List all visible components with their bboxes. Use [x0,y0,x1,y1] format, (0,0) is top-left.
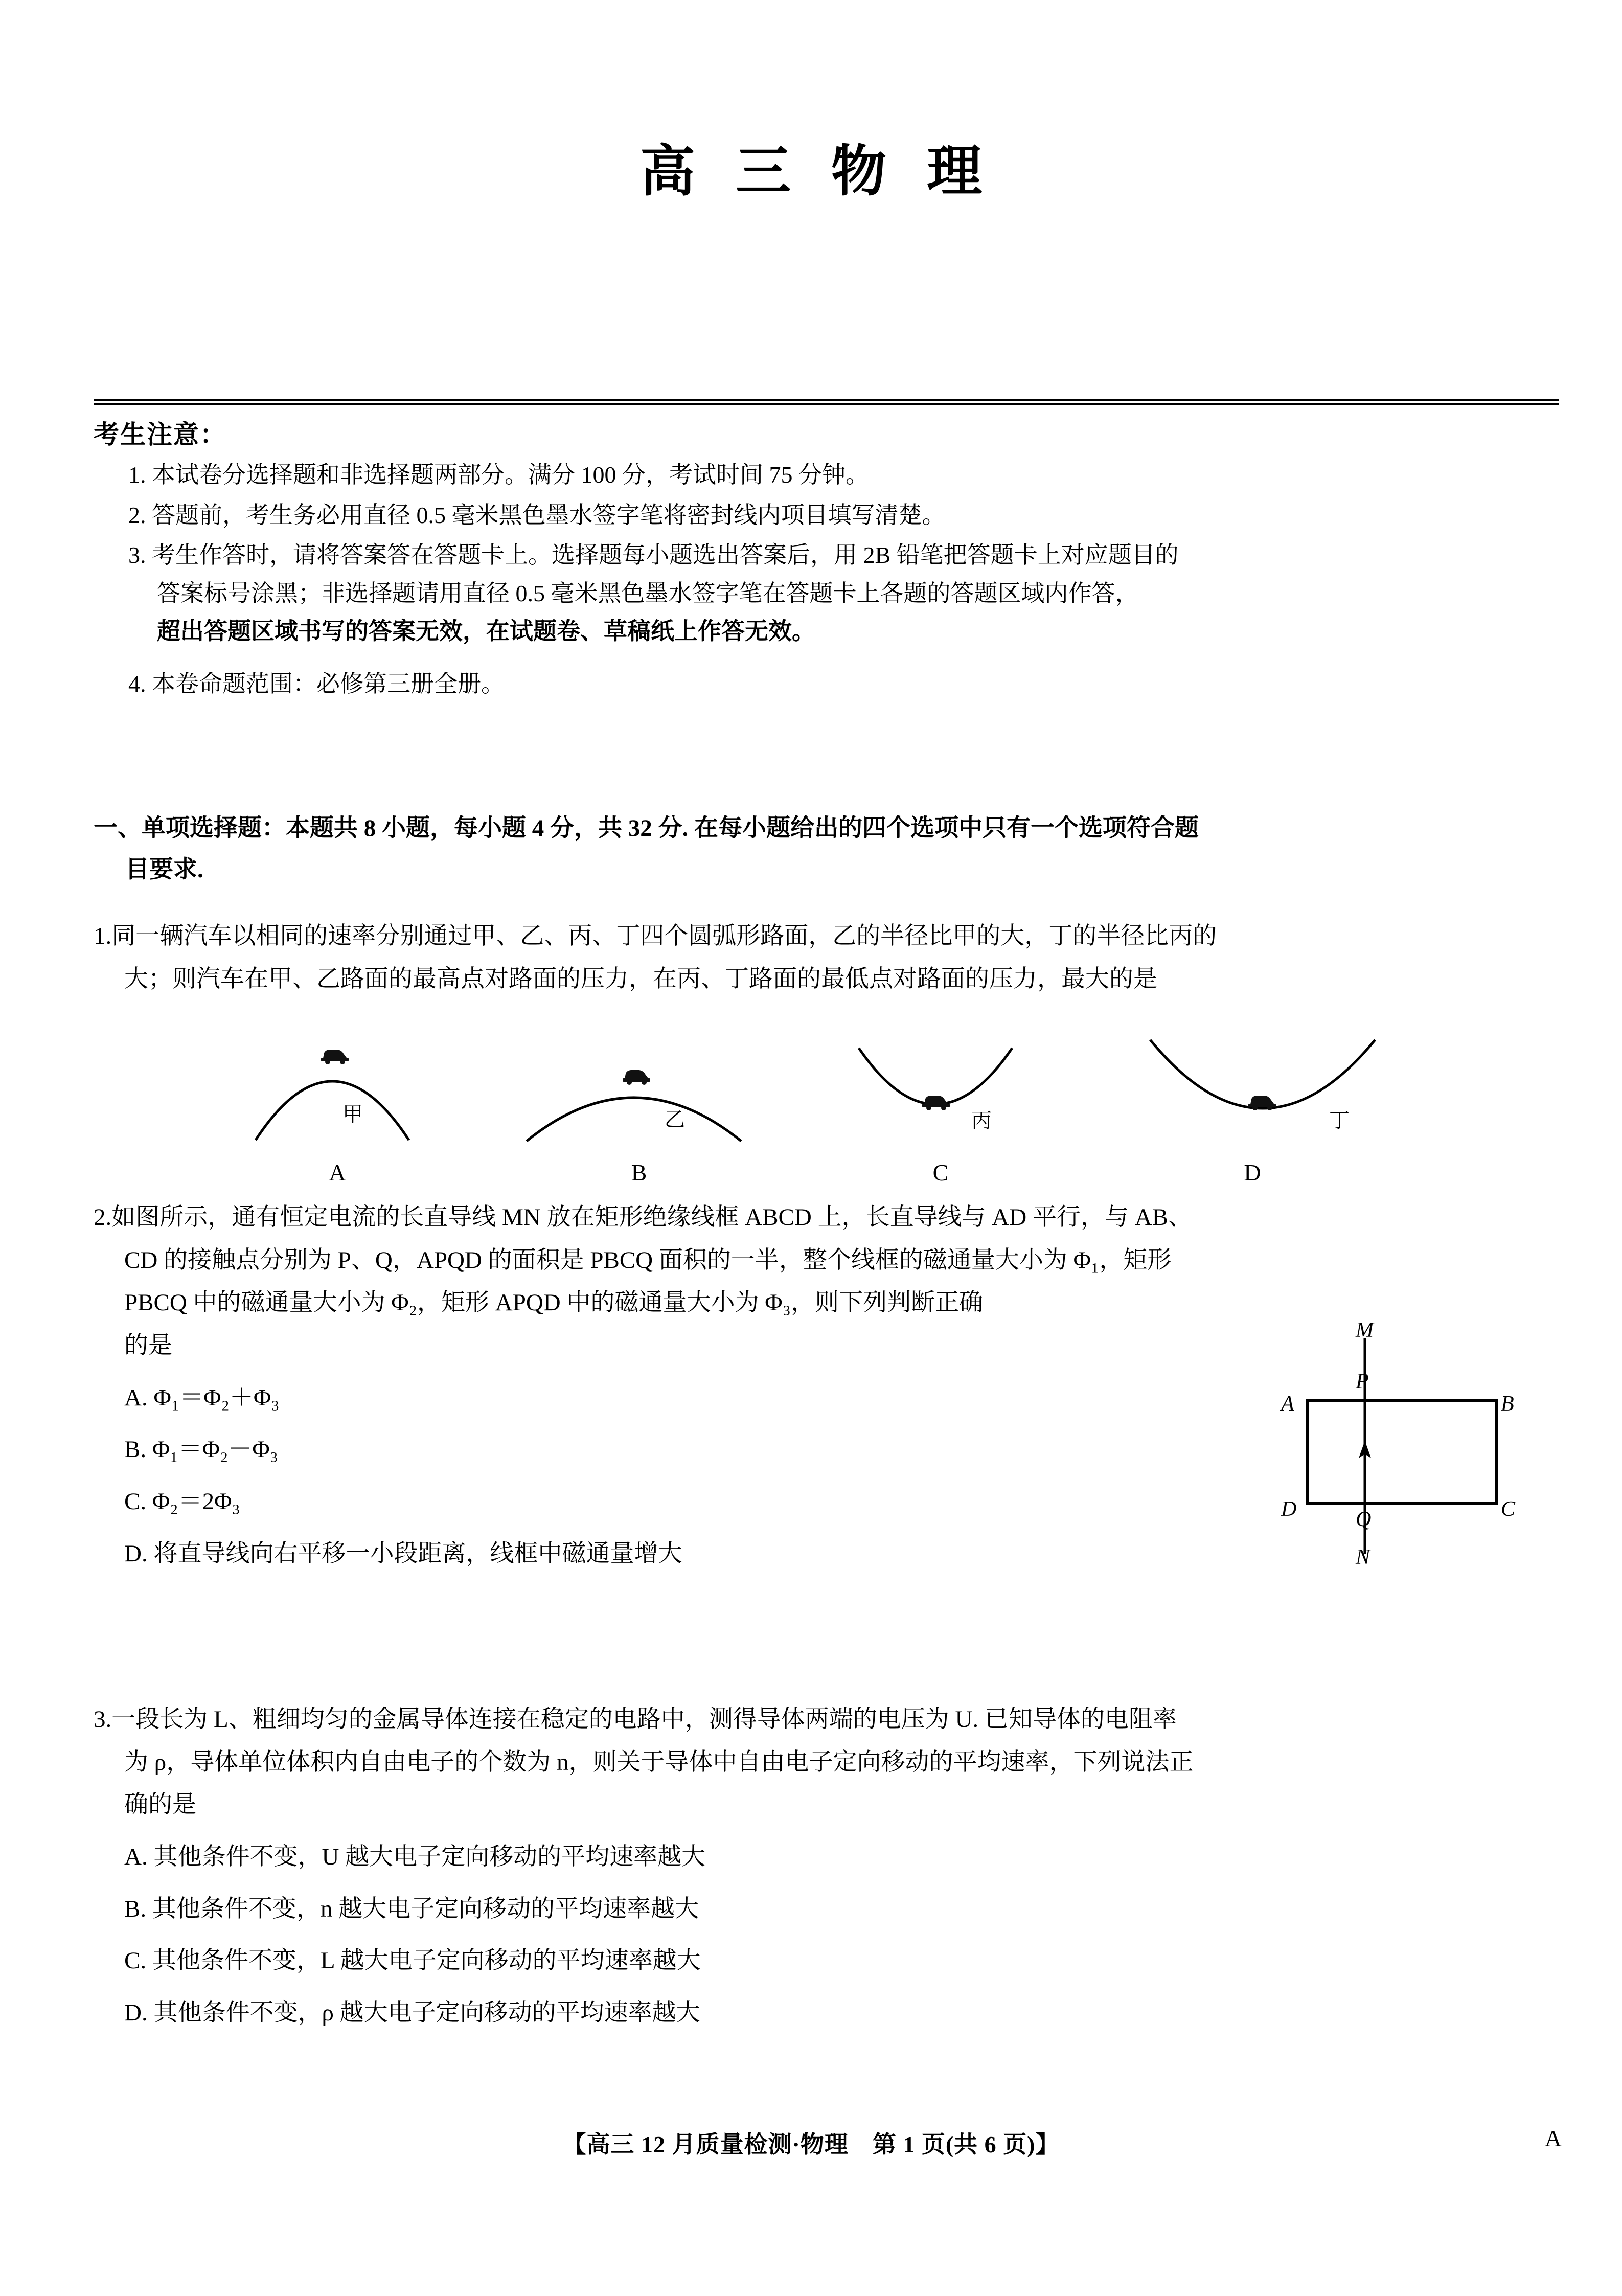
question-3 [94,1698,1566,2035]
question-3-text1: 一段长为 L、粗细均匀的金属导体连接在稳定的电路中，测得导体两端的电压为 U. 已知导体的电阻率 [111,1706,1177,1733]
figure-label-q: Q [1356,1508,1372,1531]
valley-narrow-diagram [797,1033,1084,1155]
figure-option-a-cn-label: 甲 [342,1103,363,1126]
figure-label-d: D [1281,1497,1297,1521]
figure-option-d [1109,1033,1436,1186]
figure-label-n: N [1356,1545,1370,1569]
question-2-line4: 的是 [124,1332,172,1359]
section-heading-single-choice [94,808,1566,891]
notice-item-4-text: 4. 本卷命题范围：必修第三册全册。 [128,670,505,697]
figure-option-c [797,1033,1084,1186]
question-2-figure [1268,1314,1585,1580]
question-2-option-d[interactable]: D. 将直导线向右平移一小段距离，线框中磁通量增大 [124,1540,682,1567]
figure-option-c-cn-label: 丙 [971,1109,992,1132]
notice-item-3-text-line1: 3. 考生作答时，请将答案答在答题卡上。选择题每小题选出答案后，用 2B 铅笔把答题卡上对应题目的 [128,542,1179,569]
figure-label-c: C [1501,1497,1516,1521]
question-1-figure [194,1033,1472,1186]
question-2-option-c[interactable]: C. Φ₂＝2Φ₃ [124,1488,240,1515]
notice-item-1 [94,456,1566,494]
notice-item-2-text: 2. 答题前，考生务必用直径 0.5 毫米黑色墨水签字笔将密封线内项目填写清楚。 [128,502,946,528]
question-3-line2: 为 ρ，导体单位体积内自由电子的个数为 n，则关于导体中自由电子定向移动的平均速率，下列说法正 [124,1748,1194,1776]
figure-option-a-label: A [329,1160,346,1186]
question-3-option-c[interactable]: C. 其他条件不变，L 越大电子定向移动的平均速率越大 [124,1947,701,1974]
figure-option-d-label: D [1244,1160,1261,1186]
question-3-line1 [94,1698,1566,1741]
question-3-option-a[interactable]: A. 其他条件不变，U 越大电子定向移动的平均速率越大 [124,1843,706,1870]
page-footer-variant: A [1544,2125,1562,2151]
question-1 [94,915,1566,1001]
question-1-text1: 同一辆汽车以相同的速率分别通过甲、乙、丙、丁四个圆弧形路面，乙的半径比甲的大，丁的半径比丙的 [111,923,1217,949]
question-2-line1 [94,1196,1566,1239]
question-2-number: 2. [94,1204,112,1231]
notice-item-3-emphasis: 超出答题区域书写的答案无效，在试题卷、草稿纸上作答无效。 [157,618,815,652]
question-3-number: 3. [94,1706,112,1733]
question-1-line1 [94,915,1566,958]
notice-item-2 [94,496,1566,535]
notice-item-3-text-line2: 答案标号涂黑；非选择题请用直径 0.5 毫米黑色墨水签字笔在答题卡上各题的答题区域内作答， [157,580,1139,606]
figure-option-a [194,1033,481,1186]
question-2 [94,1196,1269,1575]
figure-option-b [496,1033,782,1186]
section-heading-line1: 一、单项选择题：本题共 8 小题，每小题 4 分，共 32 分. 在每小题给出的四个选项中只有一个选项符合题 [94,815,1199,842]
figure-label-m: M [1356,1319,1374,1342]
figure-label-p: P [1356,1370,1369,1393]
page-title: 高 三 物 理 [639,142,995,202]
question-2-line2: CD 的接触点分别为 P、Q，APQD 的面积是 PBCQ 面积的一半，整个线框的磁通量大小为 Φ₁，矩形 [124,1246,1172,1274]
header-divider [94,399,1559,405]
exam-notice-block [94,414,1566,705]
hill-wide-diagram [496,1033,782,1155]
question-1-line2: 大；则汽车在甲、乙路面的最高点对路面的压力，在丙、丁路面的最低点对路面的压力，最大的是 [124,965,1157,992]
question-3-option-b[interactable]: B. 其他条件不变，n 越大电子定向移动的平均速率越大 [124,1895,699,1922]
figure-label-a: A [1281,1392,1294,1416]
car-icon [922,1096,950,1110]
notice-item-4 [94,665,1566,703]
notice-item-3 [94,536,1566,651]
figure-option-c-label: C [932,1160,949,1186]
wire-loop-diagram [1268,1314,1585,1580]
figure-option-b-cn-label: 乙 [665,1108,685,1131]
question-2-option-a[interactable]: A. Φ₁＝Φ₂＋Φ₃ [124,1384,280,1411]
notice-heading: 考生注意： [94,420,226,449]
section-heading-line2: 目要求. [125,856,203,883]
figure-option-d-cn-label: 丁 [1329,1109,1350,1132]
figure-option-b-label: B [631,1160,647,1186]
valley-wide-diagram [1109,1033,1436,1155]
notice-item-1-text: 1. 本试卷分选择题和非选择题两部分。满分 100 分，考试时间 75 分钟。 [128,462,869,488]
car-icon [623,1070,650,1085]
question-2-line3: PBCQ 中的磁通量大小为 Φ₂，矩形 APQD 中的磁通量大小为 Φ₃，则下列判断正确 [124,1289,983,1316]
hill-narrow-diagram [194,1033,481,1155]
question-1-number: 1. [94,923,112,949]
page-footer: 【高三 12 月质量检测·物理 第 1 页(共 6 页)】 [562,2131,1060,2157]
question-2-option-b[interactable]: B. Φ₁＝Φ₂－Φ₃ [124,1436,279,1463]
figure-label-b: B [1501,1392,1514,1416]
question-3-line3: 确的是 [124,1791,196,1818]
question-2-text1: 如图所示，通有恒定电流的长直导线 MN 放在矩形绝缘线框 ABCD 上，长直导线与 AD 平行，与 AB、 [111,1204,1192,1231]
question-3-option-d[interactable]: D. 其他条件不变，ρ 越大电子定向移动的平均速率越大 [124,1999,700,2026]
car-icon [321,1050,349,1064]
